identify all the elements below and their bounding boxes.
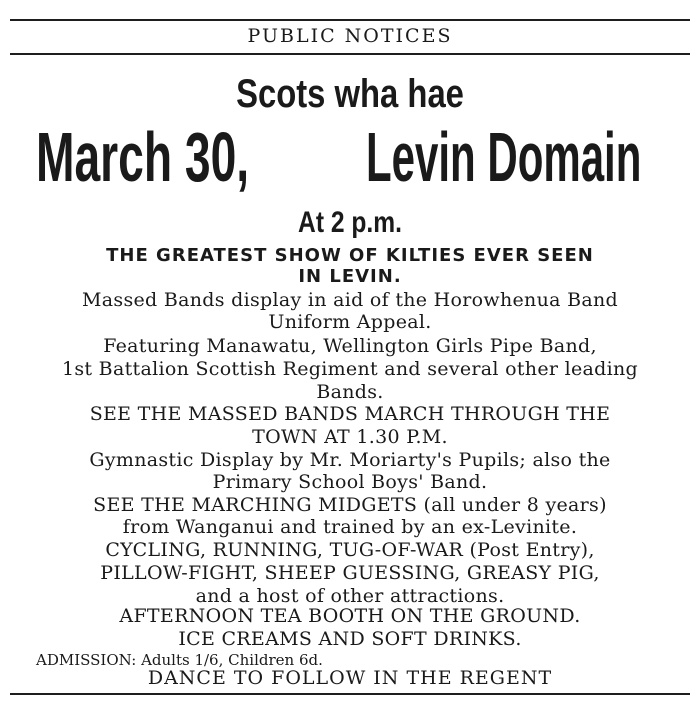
notice-line: AFTERNOON TEA BOOTH ON THE GROUND. [119, 605, 581, 627]
footer-dance: DANCE TO FOLLOW IN THE REGENT [147, 667, 553, 689]
notice-line: PILLOW-FIGHT, SHEEP GUESSING, GREASY PIG, [100, 562, 600, 584]
top-rule [10, 19, 690, 21]
notice-line: TOWN AT 1.30 P.M. [252, 426, 448, 448]
notice-line: Uniform Appeal. [268, 311, 432, 333]
headline: Scots wha hae [236, 72, 464, 116]
notice-line: Massed Bands display in aid of the Horowhenua Band [82, 289, 618, 311]
notice-line: Bands. [316, 381, 384, 403]
notice-line: Gymnastic Display by Mr. Moriarty's Pupils; also the [89, 449, 611, 471]
notice-line: 1st Battalion Scottish Regiment and several other leading [61, 358, 639, 380]
event-venue: Levin Domain [366, 118, 642, 196]
notice-line: CYCLING, RUNNING, TUG-OF-WAR (Post Entry), [105, 539, 595, 561]
notice-line: Primary School Boys' Band. [212, 471, 488, 493]
notice-line: SEE THE MARCHING MIDGETS (all under 8 years) [93, 494, 607, 516]
notice-line: and a host of other attractions. [195, 585, 505, 607]
event-date: March 30, [36, 118, 250, 196]
event-time: At 2 p.m. [298, 206, 402, 239]
tagline-line-2: IN LEVIN. [298, 266, 402, 287]
tagline-line-1: THE GREATEST SHOW OF KILTIES EVER SEEN [106, 245, 594, 266]
admission-line: ADMISSION: Adults 1/6, Children 6d. [36, 651, 323, 669]
date-venue-row [0, 118, 700, 202]
notice-line: SEE THE MASSED BANDS MARCH THROUGH THE [89, 403, 611, 425]
notice-line: from Wanganui and trained by an ex-Levinite. [122, 516, 578, 538]
bottom-rule [10, 693, 690, 695]
notice-line: ICE CREAMS AND SOFT DRINKS. [178, 628, 522, 650]
notice-line: Featuring Manawatu, Wellington Girls Pipe Band, [103, 335, 597, 357]
section-divider [10, 53, 690, 55]
section-title: PUBLIC NOTICES [247, 25, 453, 47]
